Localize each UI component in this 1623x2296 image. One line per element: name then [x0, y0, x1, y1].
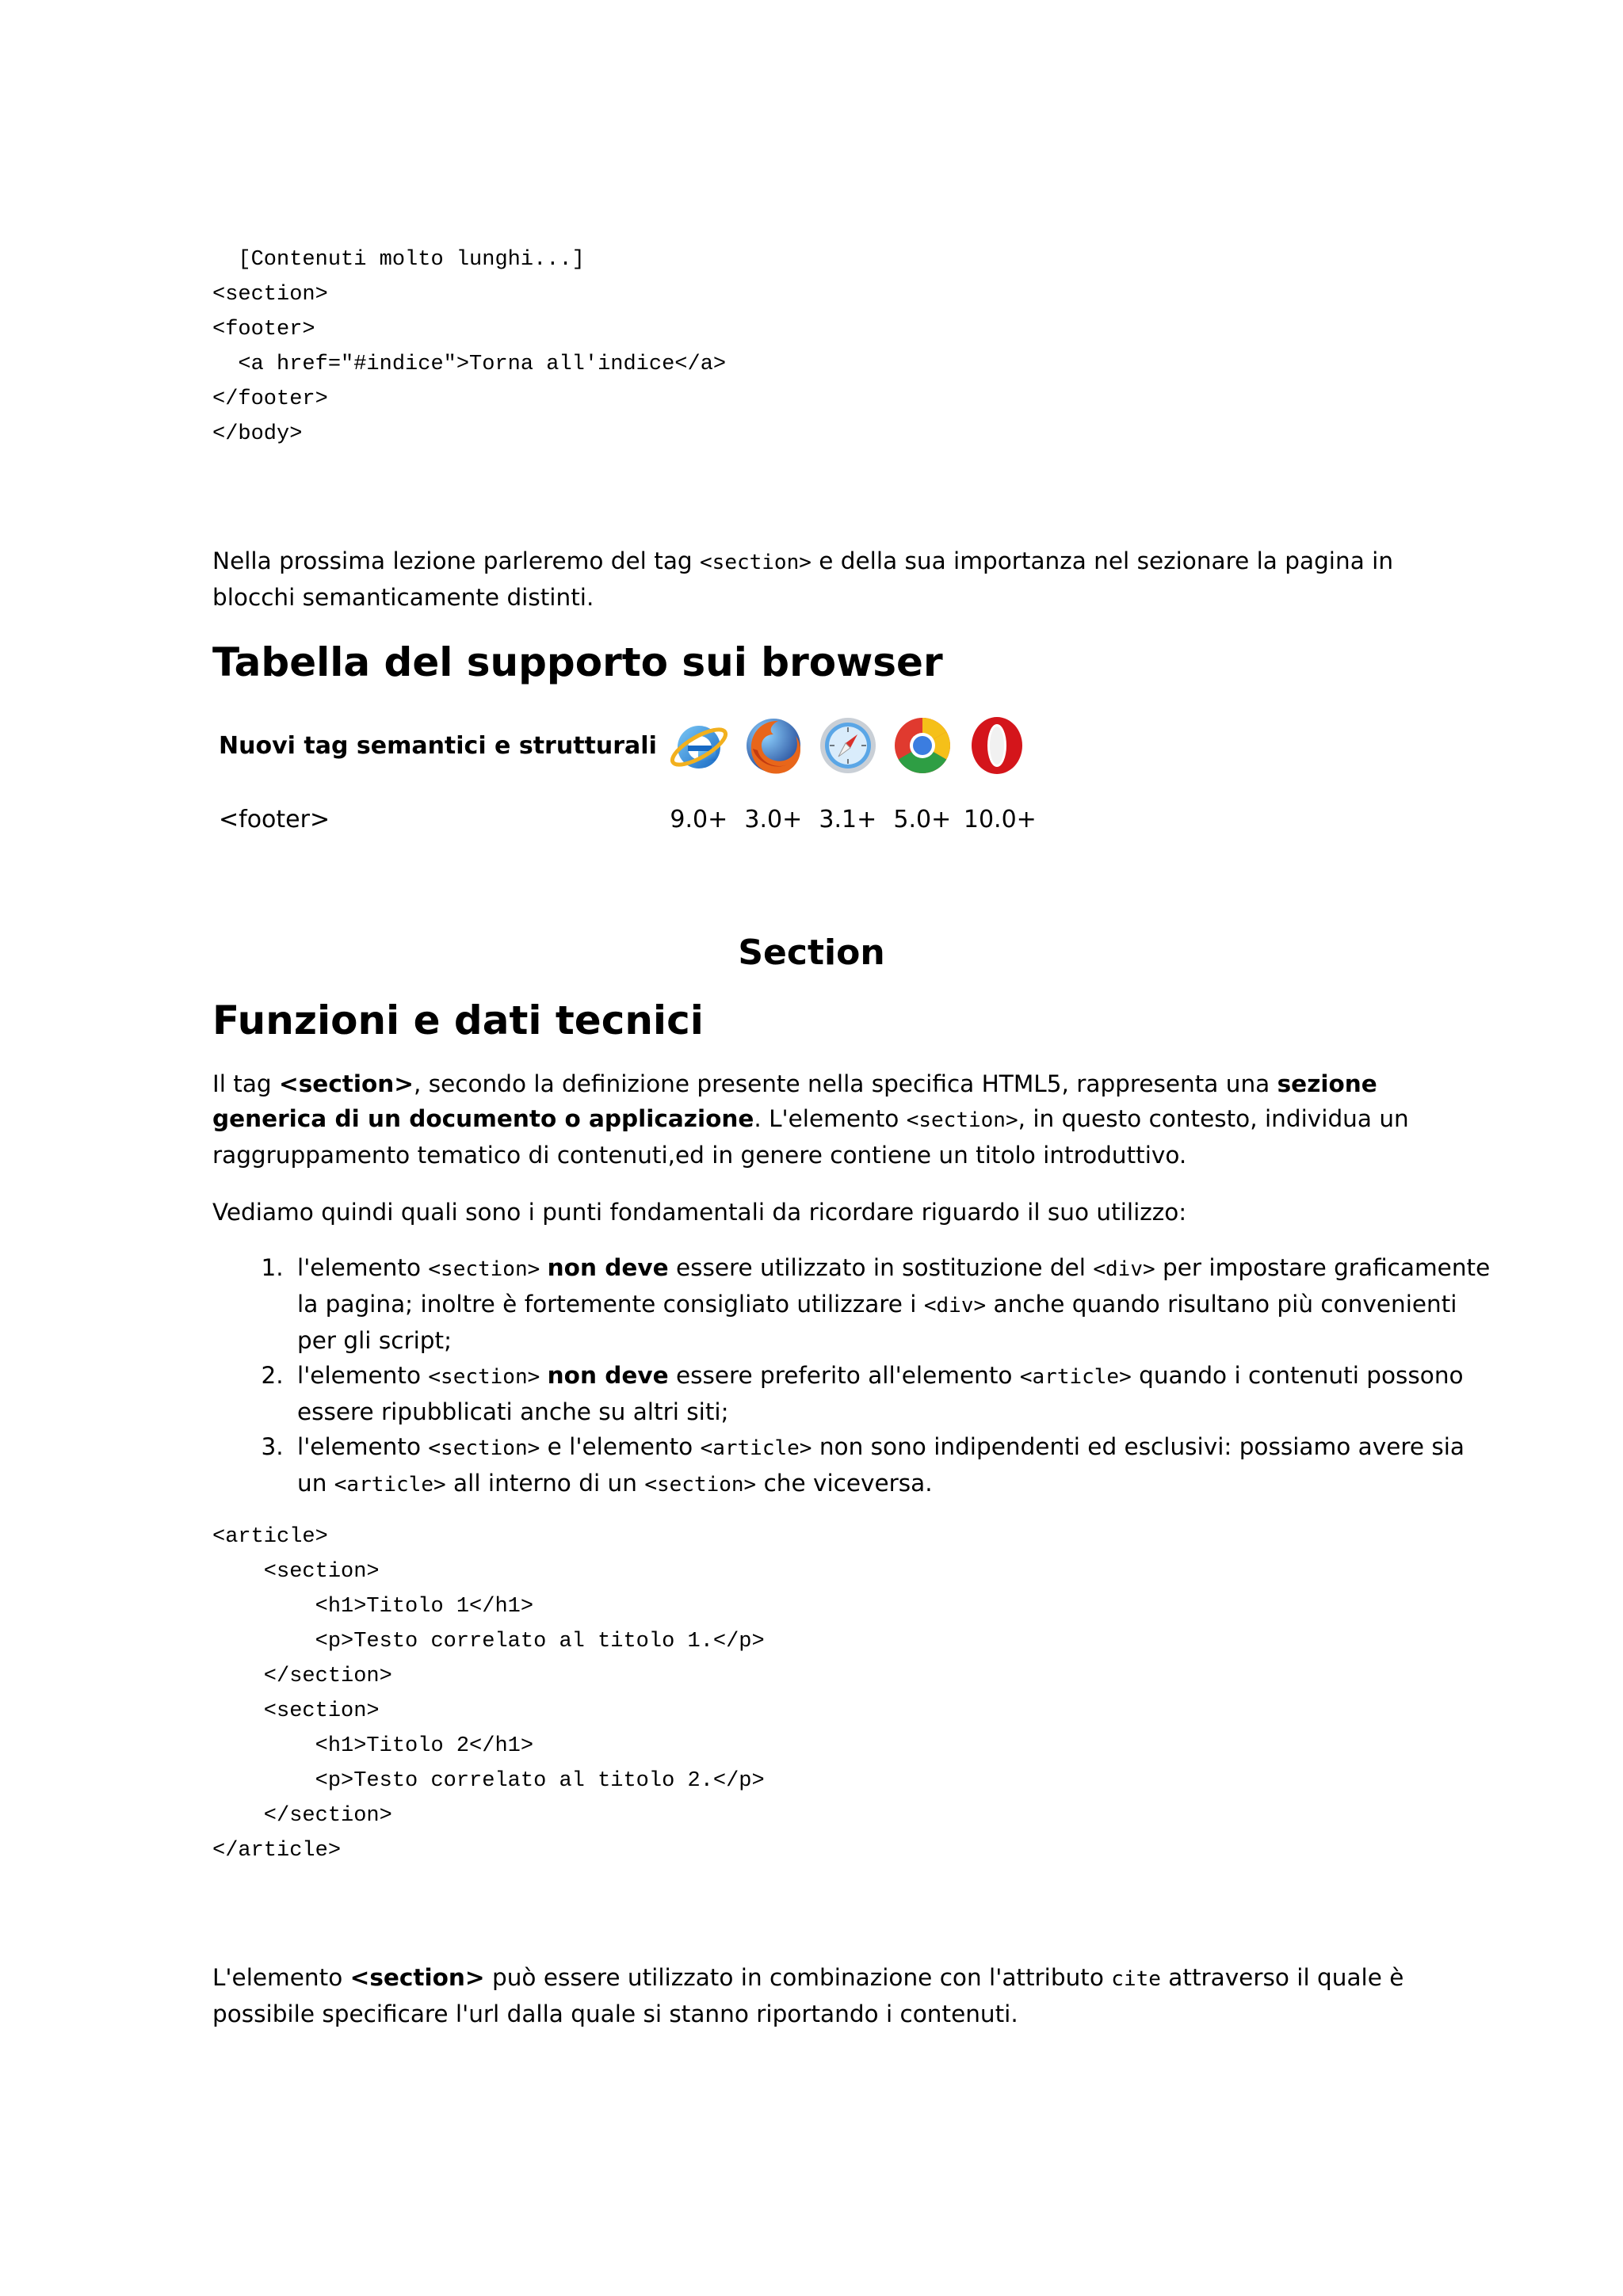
code-line: <section> — [212, 1699, 380, 1723]
support-table-header — [212, 705, 1041, 786]
code-line: <section> — [212, 1560, 380, 1584]
list-item: 3. l'elemento <section> e l'elemento <article> non sono indipendenti ed esclusivi: possiamo avere sia un <article> all interno di un <section> che viceversa. — [291, 1429, 1495, 1502]
firefox-icon — [736, 705, 811, 786]
code-line: <h1>Titolo 2</h1> — [212, 1734, 534, 1758]
key-points-list — [212, 1250, 1495, 1502]
inline-code: cite — [1111, 1967, 1161, 1991]
closing-paragraph: L'elemento <section> può essere utilizzato in combinazione con l'attributo cite attraverso il quale è possibile specificare l'url dalla quale si stanno riportando i contenuti. — [212, 1964, 1404, 2027]
tech-heading: Funzioni e dati tecnici — [212, 997, 704, 1043]
definition-bold: sezione generica di un documento o applicazione — [212, 1070, 1377, 1132]
inline-code: <section> — [700, 551, 812, 574]
code-line: <section> — [212, 283, 328, 307]
support-heading: Tabella del supporto sui browser — [212, 639, 943, 685]
version-cell: 9.0+ — [670, 805, 728, 833]
section-title: Section — [738, 933, 885, 973]
code-line: </footer> — [212, 387, 328, 411]
version-cell: 3.0+ — [744, 805, 803, 833]
code-line: <p>Testo correlato al titolo 1.</p> — [212, 1630, 765, 1653]
chrome-icon — [885, 705, 960, 786]
points-intro: Vediamo quindi quali sono i punti fondamentali da ricordare riguardo il suo utilizzo: — [212, 1199, 1187, 1226]
code-line: <p>Testo correlato al titolo 2.</p> — [212, 1769, 765, 1793]
internet-explorer-icon — [662, 705, 736, 786]
code-line: </section> — [212, 1804, 392, 1828]
section-tag-bold: <section> — [279, 1070, 414, 1097]
code-line: <footer> — [212, 318, 315, 341]
code-block-top — [212, 242, 726, 452]
support-header-label: Nuovi tag semantici e strutturali — [219, 731, 657, 760]
code-line: </body> — [212, 422, 303, 446]
version-cell: 10.0+ — [963, 805, 1037, 833]
support-table-row — [212, 786, 1041, 852]
opera-icon — [960, 705, 1041, 786]
version-cell: 3.1+ — [819, 805, 877, 833]
inline-code: <section> — [906, 1108, 1018, 1132]
code-block-example — [212, 1520, 765, 1868]
list-item: 1. l'elemento <section> non deve essere utilizzato in sostituzione del <div> per impostare graficamente la pagina; inoltre è fortemente consigliato utilizzare i <div> anche quando risultano più convenienti per gli script; — [291, 1250, 1495, 1358]
version-cell: 5.0+ — [893, 805, 952, 833]
code-line: <a href="#indice">Torna all'indice</a> — [212, 353, 727, 376]
support-tag-cell: <footer> — [219, 805, 330, 833]
intro-paragraph: Nella prossima lezione parleremo del tag <section> e della sua importanza nel sezionare la pagina in blocchi semanticamente distinti. — [212, 547, 1394, 611]
safari-icon — [811, 705, 885, 786]
browser-support-table — [212, 705, 1041, 852]
definition-paragraph: Il tag <section>, secondo la definizione presente nella specifica HTML5, rappresenta una sezione generica di un documento o applicazione. L'elemento <section>, in questo contesto, individua un raggruppamento tematico di contenuti,ed in genere contiene un titolo introduttivo. — [212, 1070, 1409, 1169]
code-line: </section> — [212, 1665, 392, 1688]
list-item: 2. l'elemento <section> non deve essere preferito all'elemento <article> quando i contenuti possono essere ripubblicati anche su altri siti; — [291, 1358, 1495, 1429]
code-line: </article> — [212, 1839, 342, 1863]
section-tag-bold: <section> — [349, 1964, 485, 1991]
code-line: <h1>Titolo 1</h1> — [212, 1595, 534, 1619]
code-line: <article> — [212, 1525, 328, 1549]
code-line: [Contenuti molto lunghi...] — [212, 248, 585, 272]
